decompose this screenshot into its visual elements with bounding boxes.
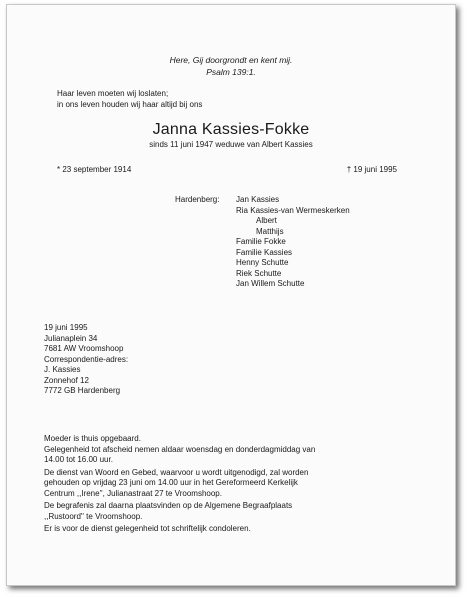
deceased-subtitle: sinds 11 juni 1947 weduwe van Albert Kassies bbox=[149, 140, 313, 149]
opening-line-2: in ons leven houden wij haar altijd bij ons bbox=[57, 100, 203, 109]
notice-line: De begrafenis zal daarna plaatsvinden op de Algemene Begraafplaats bbox=[44, 501, 293, 510]
family-member: Jan Kassies bbox=[236, 195, 280, 204]
notice-line: Gelegenheid tot afscheid nemen aldaar woensdag en donderdagmiddag van bbox=[44, 444, 316, 454]
notices-block bbox=[44, 434, 315, 535]
family-list bbox=[236, 195, 350, 290]
correspondence-city: 7772 GB Hardenberg bbox=[44, 386, 121, 395]
notice-line: Er is voor de dienst gelegenheid tot schriftelijk condoleren. bbox=[44, 524, 251, 533]
death-date: † 19 juni 1995 bbox=[346, 165, 397, 174]
family-place: Hardenberg: bbox=[175, 195, 220, 204]
notice-line: gehouden op vrijdag 23 juni om 14.00 uur in het Gereformeerd Kerkelijk bbox=[44, 478, 298, 487]
family-member: Ria Kassies-van Wermeskerken bbox=[236, 205, 350, 215]
address-block bbox=[44, 323, 128, 397]
obituary-card bbox=[6, 4, 456, 586]
notice-line: 14.00 tot 16.00 uur. bbox=[44, 455, 113, 464]
notice-line: De dienst van Woord en Gebed, waarvoor u wordt uitgenodigd, zal worden bbox=[44, 467, 309, 477]
notice-line: Moeder is thuis opgebaard. bbox=[44, 434, 141, 443]
family-member: Albert bbox=[256, 216, 277, 225]
verse-line-1: Here, Gij doorgrondt en kent mij. bbox=[169, 55, 293, 65]
family-member: Jan Willem Schutte bbox=[236, 279, 305, 288]
correspondence-street: Zonnehof 12 bbox=[44, 375, 89, 385]
family-member: Familie Kassies bbox=[236, 247, 293, 257]
verse-reference: Psalm 139:1. bbox=[206, 67, 256, 77]
family-member: Riek Schutte bbox=[236, 268, 282, 278]
deceased-name: Janna Kassies-Fokke bbox=[152, 121, 310, 138]
correspondence-label: Correspondentie-adres: bbox=[44, 354, 129, 364]
notice-date: 19 juni 1995 bbox=[44, 323, 88, 332]
opening-line-1: Haar leven moeten wij loslaten; bbox=[57, 89, 169, 98]
notice-line: ,,Rustoord'' te Vroomshoop. bbox=[44, 511, 143, 521]
notice-line: Centrum ,,Irene'', Julianastraat 27 te Vroomshoop. bbox=[44, 488, 222, 498]
birth-date: * 23 september 1914 bbox=[57, 165, 132, 174]
correspondence-name: J. Kassies bbox=[44, 365, 81, 374]
family-member: Familie Fokke bbox=[236, 237, 286, 246]
family-member: Henny Schutte bbox=[236, 258, 289, 267]
family-member: Matthijs bbox=[256, 226, 284, 236]
home-city: 7681 AW Vroomshoop bbox=[44, 344, 124, 353]
home-street: Julianaplein 34 bbox=[44, 333, 98, 343]
